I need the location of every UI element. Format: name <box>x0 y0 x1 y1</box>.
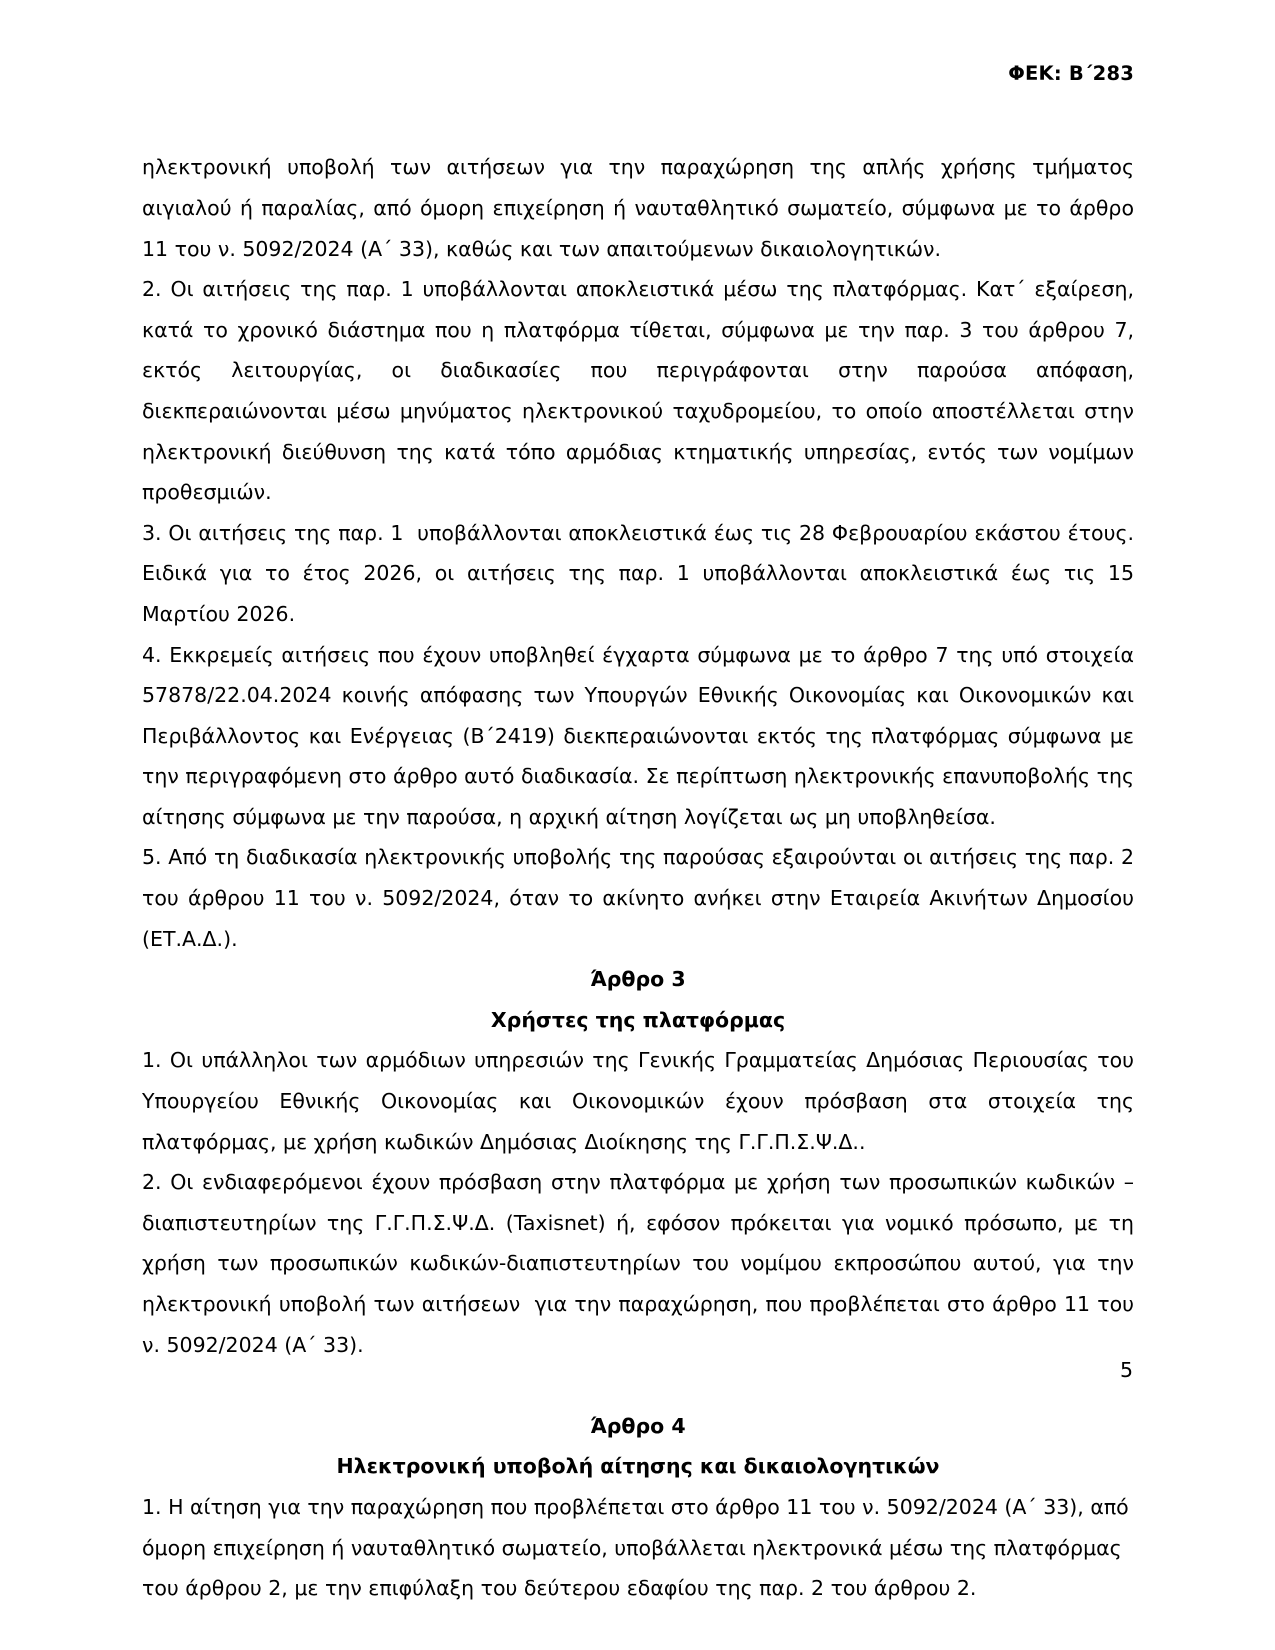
page-number: 5 <box>1119 1358 1133 1382</box>
article-3-paragraph-1: 1. Οι υπάλληλοι των αρμόδιων υπηρεσιών της Γενικής Γραμματείας Δημόσιας Περιουσίας του Υπουργείου Εθνικής Οικονομίας και Οικονομικών έχουν πρόσβαση στα στοιχεία της πλατφόρμας, με χρήση κωδικών Δημόσιας Διοίκησης της Γ.Γ.Π.Σ.Ψ.Δ.. <box>142 1048 1141 1154</box>
article-3-title: Χρήστες της πλατφόρμας <box>490 1007 786 1032</box>
page-content <box>142 62 1141 1609</box>
article-4-title: Ηλεκτρονική υποβολή αίτησης και δικαιολογητικών <box>336 1454 940 1479</box>
paragraph-3: 3. Οι αιτήσεις της παρ. 1 υποβάλλονται αποκλειστικά έως τις 28 Φεβρουαρίου εκάστου έτους. Ειδικά για το έτος 2026, οι αιτήσεις της παρ. 1 υποβάλλονται αποκλειστικά έως τις 15 Μαρτίου 2026. <box>142 520 1141 626</box>
paragraph-1-continued: ηλεκτρονική υποβολή των αιτήσεων για την παραχώρηση της απλής χρήσης τμήματος αιγιαλού ή παραλίας, από όμορη επιχείρηση ή ναυταθλητικό σωματείο, σύμφωνα με το άρθρο 11 του ν. 5092/2024 (Α΄ 33), καθώς και των απαιτούμενων δικαιολογητικών. <box>142 155 1141 261</box>
paragraph-2: 2. Οι αιτήσεις της παρ. 1 υποβάλλονται αποκλειστικά μέσω της πλατφόρμας. Κατ΄ εξαίρεση, κατά το χρονικό διάστημα που η πλατφόρμα τίθεται, σύμφωνα με την παρ. 3 του άρθρου 7, εκτός λειτουργίας, οι διαδικασίες που περιγράφονται στην παρούσα απόφαση, διεκπεραιώνονται μέσω μηνύματος ηλεκτρονικού ταχυδρομείου, το οποίο αποστέλλεται στην ηλεκτρονική διεύθυνση της κατά τόπο αρμόδιας κτηματικής υπηρεσίας, εντός των νομίμων προθεσμιών. <box>142 277 1141 505</box>
article-4-paragraph-1: 1. Η αίτηση για την παραχώρηση που προβλέπεται στο άρθρο 11 του ν. 5092/2024 (Α΄ 33), από όμορη επιχείρηση ή ναυταθλητικό σωματείο, υποβάλλεται ηλεκτρονικά μέσω της πλατφόρμας του άρθρου 2, με την επιφύλαξη του δεύτερου εδαφίου της παρ. 2 του άρθρου 2. <box>142 1494 1136 1601</box>
paragraph-4: 4. Εκκρεμείς αιτήσεις που έχουν υποβληθεί έγχαρτα σύμφωνα με το άρθρο 7 της υπό στοιχεία 57878/22.04.2024 κοινής απόφασης των Υπουργών Εθνικής Οικονομίας και Οικονομικών και Περιβάλλοντος και Ενέργειας (Β΄2419) διεκπεραιώνονται εκτός της πλατφόρμας σύμφωνα με την περιγραφόμενη στο άρθρο αυτό διαδικασία. Σε περίπτωση ηλεκτρονικής επανυποβολής της αίτησης σύμφωνα με την παρούσα, η αρχική αίτηση λογίζεται ως μη υποβληθείσα. <box>142 642 1141 829</box>
article-4-number: Άρθρο 4 <box>590 1413 686 1438</box>
gazette-reference-header: ΦΕΚ: Β΄283 <box>1008 62 1134 85</box>
paragraph-5: 5. Από τη διαδικασία ηλεκτρονικής υποβολής της παρούσας εξαιρούνται οι αιτήσεις της παρ. 2 του άρθρου 11 του ν. 5092/2024, όταν το ακίνητο ανήκει στην Εταιρεία Ακινήτων Δημοσίου (ΕΤ.Α.Δ.). <box>142 845 1141 951</box>
section-spacer <box>142 1365 1134 1406</box>
article-3-paragraph-2: 2. Οι ενδιαφερόμενοι έχουν πρόσβαση στην πλατφόρμα με χρήση των προσωπικών κωδικών – διαπιστευτηρίων της Γ.Γ.Π.Σ.Ψ.Δ. (Taxisnet) ή, εφόσον πρόκειται για νομικό πρόσωπο, με τη χρήση των προσωπικών κωδικών-διαπιστευτηρίων του νομίμου εκπροσώπου αυτού, για την ηλεκτρονική υποβολή των αιτήσεων για την παραχώρηση, που προβλέπεται στο άρθρο 11 του ν. 5092/2024 (Α΄ 33). <box>142 1170 1141 1357</box>
article-3-number: Άρθρο 3 <box>590 967 686 992</box>
